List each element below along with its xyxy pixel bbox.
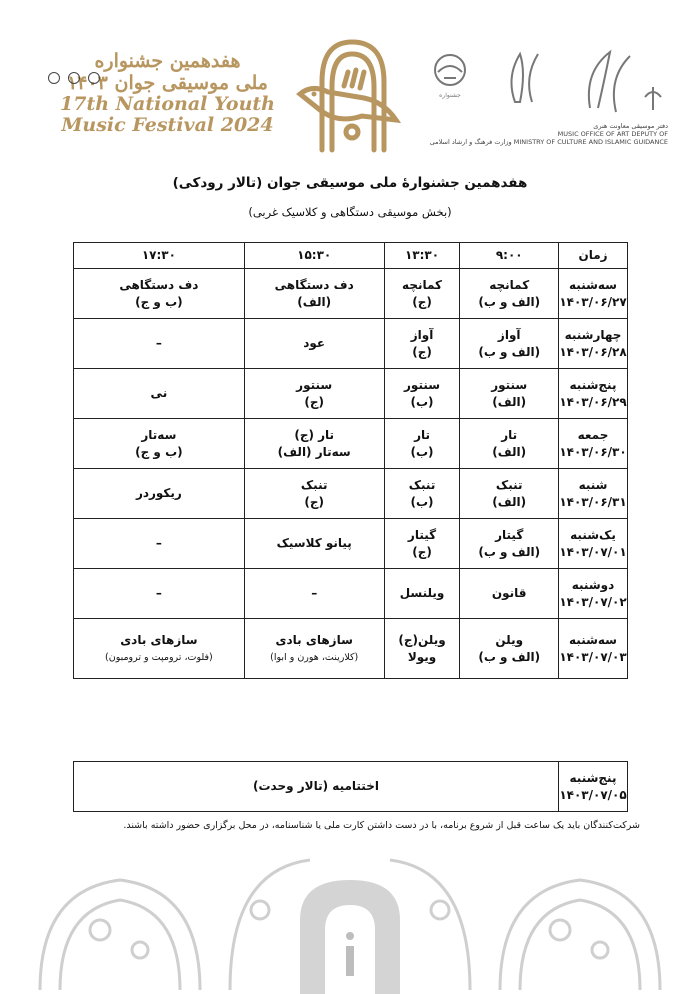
schedule-cell [460,469,559,519]
closing-day: پنج‌شنبه [569,770,617,785]
day-cell [559,469,628,519]
instrument-group: (فلوت، ترومپت و ترومبون) [105,651,213,663]
svg-text:جشنواره: جشنواره [439,92,461,99]
schedule-cell [384,619,460,679]
day-name: سه‌شنبه [569,277,617,292]
schedule-cell [460,419,559,469]
ministry-caption-line3: وزارت فرهنگ و ارشاد اسلامی MINISTRY OF CULTURE AND ISLAMIC GUIDANCE [429,138,668,146]
ministry-caption [418,122,668,146]
instrument-group: (ب) [410,444,434,459]
attendance-note: شرکت‌کنندگان باید یک ساعت قبل از شروع برنامه، با در دست داشتن کارت ملی یا شناسنامه، در محل برگزاری حضور داشته باشند. [123,820,640,831]
schedule-cell [460,569,559,619]
schedule-table [73,242,628,679]
day-date: ۱۴۰۳/۰۶/۳۰ [559,444,627,459]
schedule-cell [384,269,460,319]
instrument-name: سنتور [491,377,528,392]
day-cell [559,419,628,469]
festival-bird-logo [292,32,404,156]
instrument-group: (ج) [304,494,324,509]
day-date: ۱۴۰۳/۰۷/۰۳ [559,649,627,664]
schedule-cell [74,269,245,319]
closing-date: ۱۴۰۳/۰۷/۰۵ [559,787,627,802]
ministry-caption-line2: MUSIC OFFICE OF ART DEPUTY OF [557,130,668,138]
schedule-cell [74,419,245,469]
schedule-cell [244,569,384,619]
day-name: جمعه [577,427,609,442]
instrument-group: (ب و ج) [135,294,183,309]
instrument-name: کمانچه [489,277,530,292]
schedule-cell [460,369,559,419]
schedule-cell [384,319,460,369]
instrument-name: – [155,536,162,550]
closing-row [74,762,628,812]
header-slot-3: ۱۵:۳۰ [244,243,384,269]
schedule-row [74,269,628,319]
instrument-group: (ج) [412,294,432,309]
schedule-cell [244,369,384,419]
instrument-name: ویلن(ج) [398,632,446,647]
instrument-group: (الف و ب) [478,344,541,359]
instrument-name: گیتار [495,527,524,542]
schedule-row [74,469,628,519]
schedule-cell [384,569,460,619]
day-name: پنج‌شنبه [569,377,617,392]
day-date: ۱۴۰۳/۰۶/۲۸ [559,344,627,359]
instrument-name: دف دستگاهی [274,277,354,292]
schedule-cell [74,619,245,679]
instrument-group: سه‌تار (الف) [277,444,351,459]
instrument-name: نی [150,386,168,400]
festival-title-en-line1: 17th National Youth [60,93,275,115]
instagram-icon[interactable] [68,72,80,84]
instrument-group: (ج) [412,544,432,559]
schedule-cell [244,269,384,319]
schedule-cell [74,569,245,619]
instrument-name: آواز [497,327,521,342]
instrument-name: سازهای بادی [120,632,198,647]
instrument-name: ویلنسل [399,586,445,600]
closing-table [73,761,628,812]
instrument-group: (ج) [304,394,324,409]
instrument-name: سنتور [296,377,333,392]
day-cell [559,269,628,319]
schedule-cell [244,319,384,369]
day-name: یک‌شنبه [570,527,616,542]
instrument-group: (الف و ب) [478,294,541,309]
schedule-row [74,319,628,369]
day-date: ۱۴۰۳/۰۷/۰۱ [559,544,627,559]
instrument-name: تنبک [408,477,436,492]
schedule-cell [74,469,245,519]
day-name: شنبه [578,477,608,492]
schedule-header-row [74,243,628,269]
document-subtitle: (بخش موسیقی دستگاهی و کلاسیک غربی) [248,205,452,219]
schedule-cell [74,319,245,369]
day-cell [559,569,628,619]
schedule-row [74,569,628,619]
schedule-cell [460,269,559,319]
schedule-cell [244,419,384,469]
schedule-cell [384,469,460,519]
day-cell [559,519,628,569]
schedule-cell [384,369,460,419]
schedule-row [74,369,628,419]
instrument-name: تار (ج) [294,427,335,442]
instrument-name: – [155,336,162,350]
telegram-icon[interactable] [88,72,100,84]
instrument-name: سنتور [404,377,441,392]
schedule-cell [460,519,559,569]
day-cell [559,369,628,419]
schedule-row [74,519,628,569]
schedule-cell [74,369,245,419]
day-cell [559,619,628,679]
instrument-name: ریکوردر [135,486,182,500]
schedule-cell [244,469,384,519]
ministry-caption-line1: دفتر موسیقی معاونت هنری [593,122,668,130]
social-links [48,72,100,84]
instrument-name: گیتار [407,527,437,542]
day-cell [559,319,628,369]
instrument-name: آواز [410,327,434,342]
instrument-name: تنبک [495,477,523,492]
instrument-group: (کلارینت، هورن و ابوا) [270,651,359,663]
instrument-name: عود [303,336,326,350]
header-slot-1: ۹:۰۰ [460,243,559,269]
instrument-name: سازهای بادی [275,632,353,647]
instrument-group: (الف و ب) [478,544,541,559]
page-header [0,20,700,160]
day-name: دوشنبه [571,577,615,592]
header-time: زمان [559,243,628,269]
day-date: ۱۴۰۳/۰۶/۲۷ [559,294,627,309]
instrument-group: ویولا [407,649,437,664]
schedule-cell [384,419,460,469]
schedule-cell [244,519,384,569]
instrument-group: (الف) [297,294,332,309]
schedule-cell [74,519,245,569]
schedule-cell [384,519,460,569]
day-date: ۱۴۰۳/۰۶/۲۹ [559,394,627,409]
instrument-name: – [311,586,318,600]
header-slot-2: ۱۳:۳۰ [384,243,460,269]
festival-title [60,50,275,136]
instrument-name: – [155,586,162,600]
schedule-cell [244,619,384,679]
schedule-row [74,419,628,469]
messenger-icon[interactable] [48,72,60,84]
instrument-name: کمانچه [402,277,443,292]
day-name: سه‌شنبه [569,632,617,647]
instrument-name: ویلن [495,632,524,647]
day-name: چهارشنبه [564,327,622,342]
schedule-row [74,619,628,679]
header-slot-4: ۱۷:۳۰ [74,243,245,269]
document-title: هفدهمین جشنوارهٔ ملی موسیقی جوان (تالار رودکی) [172,175,528,191]
schedule-cell [460,619,559,679]
instrument-group: (الف) [492,494,527,509]
schedule-cell [460,319,559,369]
footer-ornament [0,850,700,994]
instrument-group: (الف) [492,394,527,409]
closing-day-cell [559,762,628,812]
instrument-group: (ب) [410,394,434,409]
instrument-name: تار [414,427,430,442]
closing-event: اختتامیه (تالار وحدت) [74,762,559,812]
day-date: ۱۴۰۳/۰۷/۰۲ [559,594,627,609]
instrument-name: قانون [491,586,527,600]
instrument-group: (ج) [412,344,432,359]
instrument-name: تنبک [300,477,328,492]
festival-title-fa-line1: هفدهمین جشنواره [94,50,241,72]
instrument-name: دف دستگاهی [119,277,199,292]
instrument-group: (الف و ب) [478,649,541,664]
day-date: ۱۴۰۳/۰۶/۳۱ [559,494,627,509]
instrument-group: (الف) [492,444,527,459]
festival-title-en-line2: Music Festival 2024 [61,114,274,136]
instrument-name: تار [501,427,518,442]
instrument-name: پیانو کلاسیک [276,536,352,550]
instrument-group: (ب) [410,494,434,509]
instrument-group: (ب و ج) [135,444,183,459]
festival-title-fa-line2: ملی موسیقی جوان ۱۴۰۳ [67,72,268,94]
instrument-name: سه‌تار [141,427,177,442]
